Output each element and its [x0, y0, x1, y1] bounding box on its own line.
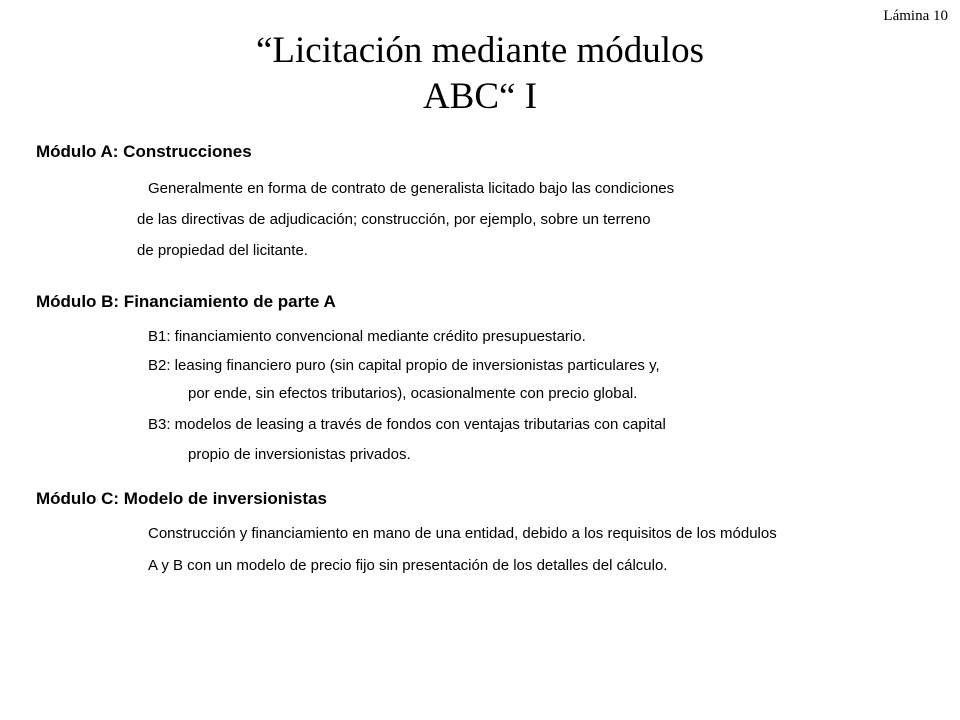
module-b-heading: Módulo B: Financiamiento de parte A [36, 292, 336, 311]
module-a-text-line: de propiedad del licitante. [137, 242, 308, 259]
module-b-item-b1: B1: financiamiento convencional mediante crédito presupuestario. [148, 328, 586, 345]
module-a-text-line: Generalmente en forma de contrato de generalista licitado bajo las condiciones [148, 180, 675, 197]
slide-number: Lámina 10 [883, 8, 948, 24]
module-b-item-b2: B2: leasing financiero puro (sin capital propio de inversionistas particulares y, [148, 357, 660, 374]
module-c-text-line: A y B con un modelo de precio fijo sin presentación de los detalles del cálculo. [148, 557, 668, 574]
module-b-item-b3: B3: modelos de leasing a través de fondos con ventajas tributarias con capital [148, 416, 666, 433]
module-a-text-line: de las directivas de adjudicación; construcción, por ejemplo, sobre un terreno [137, 211, 651, 228]
slide-title [0, 28, 960, 120]
module-c-heading: Módulo C: Modelo de inversionistas [36, 489, 327, 508]
module-c-text-line: Construcción y financiamiento en mano de una entidad, debido a los requisitos de los módulos [148, 525, 777, 542]
slide-title-line-2: ABC“ I [422, 76, 538, 117]
module-b-item-b2-continued: por ende, sin efectos tributarios), ocasionalmente con precio global. [188, 385, 638, 402]
slide-title-line-1: “Licitación mediante módulos [256, 30, 704, 71]
module-b-item-b3-continued: propio de inversionistas privados. [188, 446, 411, 463]
module-a-heading: Módulo A: Construcciones [36, 142, 252, 161]
